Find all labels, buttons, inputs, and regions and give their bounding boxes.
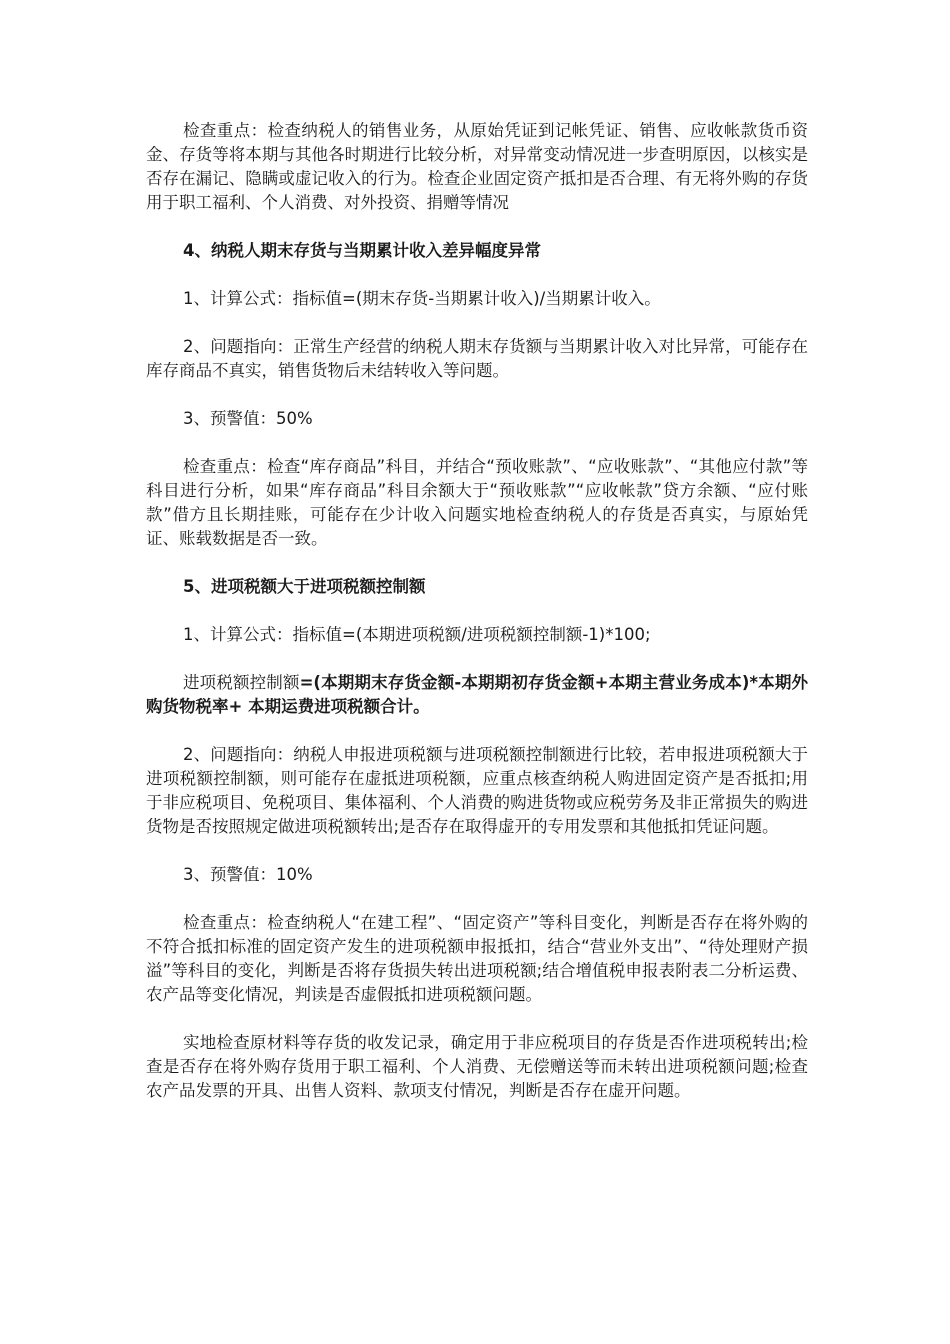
paragraph-inspection-focus-inventory: 检查重点：检查“库存商品”科目，并结合“预收账款”、“应收账款”、“其他应付款”等科目进行分析，如果“库存商品”科目余额大于“预收账款”“应收帐款”贷方余额、“应付账款”借方且长期挂账，可能存在少计收入问题实地检查纳税人的存货是否真实，与原始凭证、账载数据是否一致。 (146, 457, 808, 548)
paragraph-warning-value-3: 3、预警值：50% (183, 409, 313, 428)
control-amount-label: 进项税额控制额 (183, 673, 300, 692)
paragraph-problem-direction-2: 2、问题指向：正常生产经营的纳税人期末存货额与当期累计收入对比异常，可能存在库存商品不真实，销售货物后未结转收入等问题。 (146, 337, 808, 380)
section-heading-4: 4、纳税人期末存货与当期累计收入差异幅度异常 (183, 241, 541, 260)
paragraph-formula-input-tax: 1、计算公式：指标值=(本期进项税额/进项税额控制额-1)*100; (183, 625, 651, 644)
paragraph-input-tax-control-amount (146, 671, 808, 719)
document-body (146, 119, 808, 1127)
paragraph-formula-1: 1、计算公式：指标值=(期末存货-当期累计收入)/当期累计收入。 (183, 289, 661, 308)
paragraph-inspection-focus-construction: 检查重点：检查纳税人“在建工程”、“固定资产”等科目变化，判断是否存在将外购的不符合抵扣标准的固定资产发生的进项税额申报抵扣，结合“营业外支出”、“待处理财产损溢”等科目的变化，判断是否将存货损失转出进项税额;结合增值税申报表附表二分析运费、农产品等变化情况，判读是否虚假抵扣进项税额问题。 (146, 913, 808, 1004)
control-amount-formula: =(本期期末存货金额-本期期初存货金额+本期主营业务成本)*本期外购货物税率+ 本期运费进项税额合计。 (146, 673, 808, 716)
paragraph-warning-value-10: 3、预警值：10% (183, 865, 313, 884)
section-heading-5: 5、进项税额大于进项税额控制额 (183, 577, 426, 596)
paragraph-problem-direction-input-tax: 2、问题指向：纳税人申报进项税额与进项税额控制额进行比较，若申报进项税额大于进项税额控制额，则可能存在虚抵进项税额，应重点核查纳税人购进固定资产是否抵扣;用于非应税项目、免税项目、集体福利、个人消费的购进货物或应税劳务及非正常损失的购进货物是否按照规定做进项税额转出;是否存在取得虚开的专用发票和其他抵扣凭证问题。 (146, 745, 808, 836)
paragraph-field-inspection: 实地检查原材料等存货的收发记录，确定用于非应税项目的存货是否作进项税转出;检查是否存在将外购存货用于职工福利、个人消费、无偿赠送等而未转出进项税额问题;检查农产品发票的开具、出售人资料、款项支付情况，判断是否存在虚开问题。 (146, 1033, 808, 1100)
paragraph-inspection-focus-sales: 检查重点：检查纳税人的销售业务，从原始凭证到记帐凭证、销售、应收帐款货币资金、存货等将本期与其他各时期进行比较分析，对异常变动情况进一步查明原因，以核实是否存在漏记、隐瞒或虚记收入的行为。检查企业固定资产抵扣是否合理、有无将外购的存货用于职工福利、个人消费、对外投资、捐赠等情况 (146, 121, 808, 212)
